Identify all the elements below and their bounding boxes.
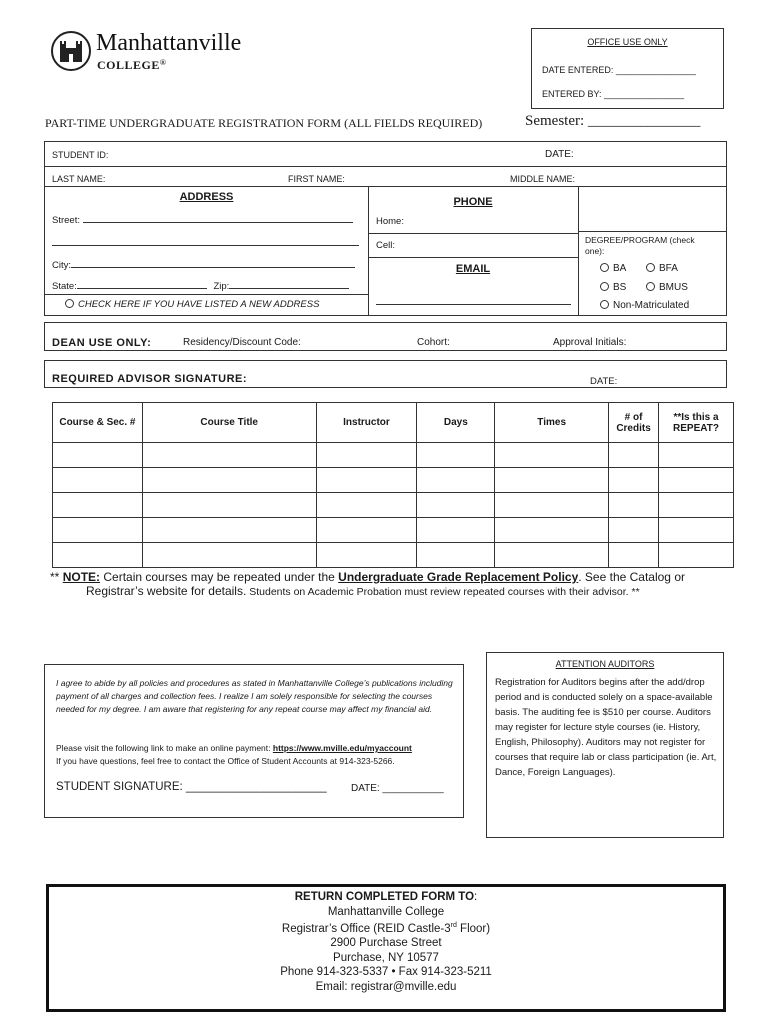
return-line1: Manhattanville College <box>327 905 445 918</box>
table-cell[interactable] <box>417 468 495 493</box>
logo-reg-mark: ® <box>159 58 167 67</box>
state-line <box>77 279 207 289</box>
table-cell[interactable] <box>417 493 495 518</box>
new-address-label: CHECK HERE IF YOU HAVE LISTED A NEW ADDRESS <box>78 299 320 310</box>
table-cell[interactable] <box>495 443 609 468</box>
signature-date-field[interactable]: DATE: ___________ <box>351 783 444 794</box>
col-days <box>417 403 495 443</box>
table-cell[interactable] <box>495 518 609 543</box>
state-zip-field[interactable] <box>52 279 349 292</box>
table-cell[interactable] <box>659 468 734 493</box>
table-cell[interactable] <box>659 543 734 568</box>
header-label: Instructor <box>343 417 390 428</box>
date-label: DATE: <box>545 149 574 160</box>
divider <box>45 186 726 187</box>
first-name-label: FIRST NAME: <box>288 174 345 184</box>
return-line2 <box>49 919 723 936</box>
table-cell[interactable] <box>417 543 495 568</box>
residency-label[interactable]: Residency/Discount Code: <box>183 337 301 348</box>
header-label: Course Title <box>200 417 258 428</box>
payment-text <box>56 742 456 768</box>
table-row <box>53 493 734 518</box>
divider <box>368 233 578 234</box>
col-course-sec <box>53 403 143 443</box>
bmus-label: BMUS <box>659 282 688 293</box>
divider <box>578 231 726 232</box>
advisor-box <box>44 360 727 388</box>
bfa-label: BFA <box>659 263 678 274</box>
table-cell[interactable] <box>609 468 659 493</box>
street2-line[interactable] <box>52 236 359 246</box>
header-label: Days <box>443 417 468 428</box>
divider <box>578 186 579 315</box>
degree-ba-option[interactable] <box>600 263 626 274</box>
degree-bmus-option[interactable] <box>646 282 688 293</box>
col-times <box>495 403 609 443</box>
advisor-date-label[interactable]: DATE: <box>590 376 618 387</box>
logo-sub <box>97 58 166 73</box>
degree-bfa-option[interactable] <box>646 263 678 274</box>
table-row <box>53 468 734 493</box>
non-matric-radio[interactable] <box>600 300 609 309</box>
table-cell[interactable] <box>609 518 659 543</box>
city-line <box>71 258 355 268</box>
degree-title: DEGREE/PROGRAM (check one): <box>585 235 695 256</box>
return-line4: Purchase, NY 10577 <box>333 951 439 964</box>
table-cell[interactable] <box>316 468 417 493</box>
entered-by: ENTERED BY: ________________ <box>542 89 685 99</box>
dean-use-box <box>44 322 727 351</box>
ba-radio[interactable] <box>600 263 609 272</box>
home-phone-label[interactable]: Home: <box>376 216 404 227</box>
return-line2a: Registrar’s Office (REID Castle-3 <box>281 922 451 935</box>
agreement-text: I agree to abide by all policies and procedures as stated in Manhattanville College’s publications including payment of all charges and collection fees. I realize I am solely responsible for selecting the courses needed for my degree. I am aware that registering for any repeat course may affect my financial aid. <box>56 678 453 714</box>
return-inner <box>49 887 723 994</box>
street-label: Street: <box>52 215 80 226</box>
table-cell[interactable] <box>53 543 143 568</box>
header-label: # of Credits <box>616 411 651 434</box>
return-line2b: Floor) <box>456 922 491 935</box>
table-cell[interactable] <box>609 443 659 468</box>
col-credits <box>609 403 659 443</box>
phone-title: PHONE <box>453 196 493 208</box>
cohort-label[interactable]: Cohort: <box>417 337 450 348</box>
table-cell[interactable] <box>609 543 659 568</box>
form-title: PART-TIME UNDERGRADUATE REGISTRATION FORM (ALL FIELDS REQUIRED) <box>45 116 483 130</box>
advisor-title: REQUIRED ADVISOR SIGNATURE: <box>52 373 248 385</box>
table-cell[interactable] <box>316 518 417 543</box>
return-colon: : <box>474 891 478 903</box>
table-cell[interactable] <box>417 518 495 543</box>
logo-sub-text: COLLEGE <box>97 58 160 72</box>
table-cell[interactable] <box>609 493 659 518</box>
table-row <box>53 543 734 568</box>
table-cell[interactable] <box>142 443 316 468</box>
header-label: Course & Sec. # <box>59 417 136 428</box>
return-box <box>46 884 726 1012</box>
table-header-row <box>53 403 734 443</box>
auditors-text: Registration for Auditors begins after the add/drop period and is conducted solely on a space-available basis. The auditing fee is $510 per course. Auditors may register for lecture style courses (ie. History, English, Philosophy). Auditors may not register for courses that require lab or class participation (ie. Art, Dance, Foreign Languages). <box>495 677 717 778</box>
payment-link[interactable]: https://www.mville.edu/myaccount <box>272 743 412 753</box>
table-cell[interactable] <box>316 493 417 518</box>
header-label: **Is this a REPEAT? <box>673 411 719 434</box>
logo-name: Manhattanville <box>96 30 242 56</box>
bs-radio[interactable] <box>600 282 609 291</box>
bmus-radio[interactable] <box>646 282 655 291</box>
college-logo <box>50 30 270 80</box>
auditors-box <box>486 652 724 838</box>
semester-field[interactable]: Semester: _______________ <box>525 113 701 129</box>
col-repeat <box>659 403 734 443</box>
divider <box>45 294 368 295</box>
table-cell[interactable] <box>495 493 609 518</box>
bs-label: BS <box>613 282 627 293</box>
date-entered: DATE ENTERED: ________________ <box>542 65 696 75</box>
divider <box>45 166 726 167</box>
cell-phone-label[interactable]: Cell: <box>376 240 396 251</box>
office-title: OFFICE USE ONLY <box>587 37 668 47</box>
return-line3: 2900 Purchase Street <box>330 937 442 950</box>
middle-name-label: MIDDLE NAME: <box>510 174 576 184</box>
student-signature-field[interactable]: STUDENT SIGNATURE: ______________________ <box>56 781 327 793</box>
table-cell[interactable] <box>53 443 143 468</box>
zip-label: Zip: <box>213 281 230 292</box>
payment-text-a: Please visit the following link to make an online payment: <box>56 743 273 753</box>
divider <box>368 257 578 258</box>
return-title: RETURN COMPLETED FORM TO <box>294 891 475 903</box>
table-cell[interactable] <box>316 443 417 468</box>
table-cell[interactable] <box>659 493 734 518</box>
table-cell[interactable] <box>659 443 734 468</box>
repeat-note <box>50 570 740 599</box>
ba-label: BA <box>613 263 627 274</box>
degree-non-option[interactable] <box>600 300 689 311</box>
policy-link[interactable]: Undergraduate Grade Replacement Policy <box>338 570 579 584</box>
note-text2: . See the Catalog or <box>578 570 685 584</box>
castle-seal-icon <box>50 30 92 72</box>
new-address-check[interactable] <box>65 299 319 310</box>
table-cell[interactable] <box>417 443 495 468</box>
note-line2a: Registrar’s website for details. <box>86 584 247 598</box>
new-address-radio[interactable] <box>65 299 74 308</box>
note-label: NOTE: <box>62 570 101 584</box>
last-name-label: LAST NAME: <box>52 174 106 184</box>
table-row <box>53 518 734 543</box>
note-prefix: ** <box>50 570 63 584</box>
course-table <box>52 402 734 568</box>
approval-label[interactable]: Approval Initials: <box>553 337 627 348</box>
table-cell[interactable] <box>53 493 143 518</box>
table-cell[interactable] <box>659 518 734 543</box>
dean-title: DEAN USE ONLY: <box>52 337 152 349</box>
non-matric-label: Non-Matriculated <box>613 300 690 311</box>
table-row <box>53 443 734 468</box>
payment-text-b: If you have questions, feel free to contact the Office of Student Accounts at 914-323-5266. <box>56 756 395 766</box>
table-cell[interactable] <box>316 543 417 568</box>
note-text1: Certain courses may be repeated under the <box>100 570 339 584</box>
student-info-box <box>44 141 727 316</box>
table-cell[interactable] <box>495 468 609 493</box>
student-id-label: STUDENT ID: <box>52 150 109 160</box>
header-label: Times <box>537 417 567 428</box>
return-title-line <box>49 890 723 905</box>
street-line <box>83 213 353 223</box>
degree-bs-option[interactable] <box>600 282 626 293</box>
office-use-box <box>531 28 724 109</box>
email-title: EMAIL <box>455 263 491 275</box>
bfa-radio[interactable] <box>646 263 655 272</box>
return-line6: Email: registrar@mville.edu <box>315 980 457 993</box>
agreement-box <box>44 664 464 818</box>
table-cell[interactable] <box>53 468 143 493</box>
auditors-title: ATTENTION AUDITORS <box>555 659 655 669</box>
table-cell[interactable] <box>495 543 609 568</box>
note-line2b: Students on Academic Probation must review repeated courses with their advisor. ** <box>246 586 640 598</box>
col-course-title <box>142 403 316 443</box>
city-label: City: <box>52 260 71 271</box>
table-cell[interactable] <box>142 543 316 568</box>
state-label: State: <box>52 281 77 292</box>
table-cell[interactable] <box>142 468 316 493</box>
zip-line <box>229 279 349 289</box>
table-cell[interactable] <box>142 493 316 518</box>
street-field[interactable] <box>52 213 353 226</box>
return-line2-sup: rd <box>450 922 457 929</box>
city-field[interactable] <box>52 258 355 271</box>
return-line5: Phone 914-323-5337 • Fax 914-323-5211 <box>280 966 492 979</box>
email-line[interactable] <box>376 297 571 305</box>
address-title: ADDRESS <box>179 191 234 203</box>
table-cell[interactable] <box>142 518 316 543</box>
table-cell[interactable] <box>53 518 143 543</box>
col-instructor <box>316 403 417 443</box>
